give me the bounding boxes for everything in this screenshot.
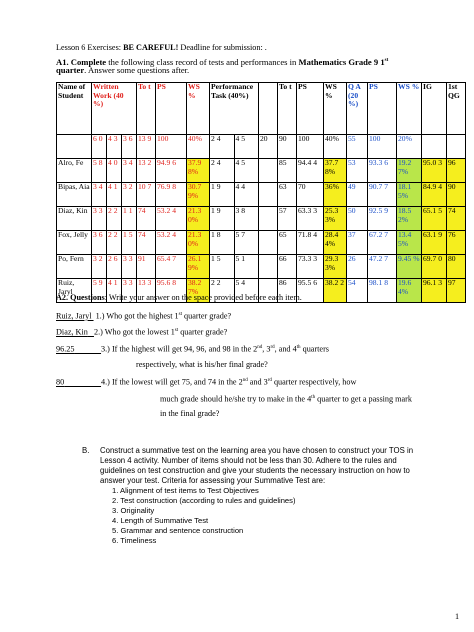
table-cell: 40% xyxy=(187,135,210,159)
table-cell: 40% xyxy=(324,135,347,159)
table-cell: 97 xyxy=(447,279,466,303)
table-cell: 3 6 xyxy=(122,135,137,159)
question-2: Diaz, Kin 2.) Who got the lowest 1st quarter grade? xyxy=(56,327,228,337)
table-cell: 20% xyxy=(397,135,422,159)
list-item: 2. Test construction (according to rules and guidelines) xyxy=(112,496,296,505)
student-name: Diaz, Kin xyxy=(57,207,92,231)
table-cell: 38.2 2 xyxy=(324,279,347,303)
student-name: Ruiz, Jaryl xyxy=(57,279,92,303)
table-cell: 57 xyxy=(278,207,297,231)
table-cell: 76.9 8 xyxy=(156,183,187,207)
table-cell: 9.45 % xyxy=(397,255,422,279)
table-cell: 5 4 xyxy=(234,279,259,303)
table-cell: 92.5 9 xyxy=(368,207,397,231)
table-cell: 3 4 xyxy=(122,159,137,183)
student-name: Alro, Fe xyxy=(57,159,92,183)
table-cell: 53 xyxy=(347,159,368,183)
table-cell: 4 0 xyxy=(107,159,122,183)
list-item: 1. Alignment of test items to Test Objectives xyxy=(112,486,259,495)
table-cell: 49 xyxy=(347,183,368,207)
table-cell: 19.6 4% xyxy=(397,279,422,303)
part-b-line2: Lesson 4 activity. Number of items should not be less than 30. Adhere to the rules and xyxy=(100,456,397,465)
header-name: Name of Student xyxy=(57,83,92,135)
part-b-letter: B. xyxy=(82,446,90,455)
table-cell: 4 1 xyxy=(107,183,122,207)
a2-heading: A2. Questions: Write your answer on the space provided before each item. xyxy=(56,293,302,302)
table-cell: 3 4 xyxy=(92,183,107,207)
table-cell: 65.1 5 xyxy=(422,207,447,231)
table-cell: 53.2 4 xyxy=(156,231,187,255)
table-cell: 70 xyxy=(297,183,324,207)
table-cell: 96 xyxy=(447,159,466,183)
header-ws-1: WS % xyxy=(187,83,210,135)
table-cell: 84.9 4 xyxy=(422,183,447,207)
table-cell xyxy=(422,135,447,159)
table-cell: 20 xyxy=(259,135,278,159)
table-cell: 2 4 xyxy=(210,135,235,159)
table-row xyxy=(57,183,466,207)
part-b-line4: answer your test. Criteria for assessing your Summative Test are: xyxy=(100,476,326,485)
table-hps-row xyxy=(57,135,466,159)
table-cell: 3 3 xyxy=(92,207,107,231)
header-ig: IG xyxy=(422,83,447,135)
table-cell: 5 8 xyxy=(92,159,107,183)
table-cell: 66 xyxy=(278,255,297,279)
a1-instruction-line2: quarter. Answer some questions after. xyxy=(56,65,190,75)
table-cell: 26 xyxy=(347,255,368,279)
table-cell xyxy=(259,183,278,207)
table-cell: 4 5 xyxy=(234,159,259,183)
hps-name-cell xyxy=(57,135,92,159)
table-cell: 25.3 3% xyxy=(324,207,347,231)
a1-instruction-line1: A1. Complete the following class record of tests and performances in Mathematics Grade 9 1st xyxy=(56,56,389,67)
table-cell: 50 xyxy=(347,207,368,231)
table-cell: 3 3 xyxy=(122,279,137,303)
table-cell: 74 xyxy=(137,231,156,255)
table-cell: 96.1 3 xyxy=(422,279,447,303)
table-cell: 5 9 xyxy=(92,279,107,303)
table-cell: 29.3 3% xyxy=(324,255,347,279)
student-name: Po, Fern xyxy=(57,255,92,279)
table-cell: 18.1 5% xyxy=(397,183,422,207)
table-cell: 13.4 5% xyxy=(397,231,422,255)
table-row xyxy=(57,207,466,231)
table-cell: 86 xyxy=(278,279,297,303)
header-performance-task: Performance Task (40%) xyxy=(210,83,259,135)
question-4-line2: much grade should he/she try to make in the 4th quarter to get a passing mark xyxy=(160,394,412,404)
table-cell: 63.3 3 xyxy=(297,207,324,231)
table-cell: 18.5 2% xyxy=(397,207,422,231)
header-blank-a xyxy=(259,83,278,135)
table-cell xyxy=(259,231,278,255)
table-cell: 21.3 0% xyxy=(187,207,210,231)
header-ps-1: PS xyxy=(156,83,187,135)
table-cell: 53.2 4 xyxy=(156,207,187,231)
table-cell: 1 9 xyxy=(210,183,235,207)
table-cell xyxy=(259,207,278,231)
table-cell: 5 1 xyxy=(234,255,259,279)
table-cell: 2 2 xyxy=(210,279,235,303)
page-number: 1 xyxy=(455,612,460,621)
table-cell: 19.2 7% xyxy=(397,159,422,183)
table-cell: 65 xyxy=(278,231,297,255)
table-cell: 95.5 6 xyxy=(297,279,324,303)
table-cell: 10 7 xyxy=(137,183,156,207)
table-cell: 13 2 xyxy=(137,159,156,183)
answer-4: 80 xyxy=(56,377,65,387)
table-cell: 95.0 3 xyxy=(422,159,447,183)
table-cell: 4 3 xyxy=(107,135,122,159)
table-cell: 37.9 8% xyxy=(187,159,210,183)
table-cell: 91 xyxy=(137,255,156,279)
lesson-title: Lesson 6 Exercises: BE CAREFUL! Deadline for submission: . xyxy=(56,43,267,52)
table-cell: 93.3 6 xyxy=(368,159,397,183)
list-item: 5. Grammar and sentence construction xyxy=(112,526,244,535)
table-cell: 73.3 3 xyxy=(297,255,324,279)
table-cell: 54 xyxy=(347,279,368,303)
table-cell: 30.7 9% xyxy=(187,183,210,207)
table-cell: 37 xyxy=(347,231,368,255)
header-ps-2: PS xyxy=(297,83,324,135)
header-qa: Q A (20 %) xyxy=(347,83,368,135)
table-cell xyxy=(259,159,278,183)
table-cell: 26.1 9% xyxy=(187,255,210,279)
header-qg: 1st QG xyxy=(447,83,466,135)
table-cell: 98.1 8 xyxy=(368,279,397,303)
table-cell: 37.7 8% xyxy=(324,159,347,183)
student-name: Fox, Jelly xyxy=(57,231,92,255)
table-cell: 36% xyxy=(324,183,347,207)
table-cell: 100 xyxy=(156,135,187,159)
table-cell: 2 4 xyxy=(210,159,235,183)
criteria-list xyxy=(112,486,295,546)
question-3: 96.25 3.) If the highest will get 94, 96, and 98 in the 2nd, 3rd, and 4th quarters xyxy=(56,344,329,354)
table-cell: 90 xyxy=(447,183,466,207)
table-cell: 95.6 8 xyxy=(156,279,187,303)
header-ws-3: WS % xyxy=(397,83,422,135)
header-written-work: Written Work (40 %) xyxy=(92,83,137,135)
table-cell: 71.8 4 xyxy=(297,231,324,255)
table-cell: 21.3 0% xyxy=(187,231,210,255)
table-cell: 5 7 xyxy=(234,231,259,255)
table-cell: 3 6 xyxy=(92,231,107,255)
part-b-line1: Construct a summative test on the learning area you have chosen to construct your TOS in xyxy=(100,446,414,455)
answer-3: 96.25 xyxy=(56,344,75,354)
table-cell: 3 3 xyxy=(122,255,137,279)
table-cell xyxy=(447,135,466,159)
table-cell: 1 1 xyxy=(122,207,137,231)
table-cell: 3 2 xyxy=(122,183,137,207)
table-cell: 90 xyxy=(278,135,297,159)
table-cell: 4 5 xyxy=(234,135,259,159)
list-item: 4. Length of Summative Test xyxy=(112,516,209,525)
table-cell: 1 5 xyxy=(210,255,235,279)
table-cell: 13 9 xyxy=(137,135,156,159)
header-total-2: To t xyxy=(278,83,297,135)
table-cell xyxy=(259,255,278,279)
table-cell: 76 xyxy=(447,231,466,255)
table-cell: 1 5 xyxy=(122,231,137,255)
table-cell: 3 8 xyxy=(234,207,259,231)
table-cell: 67.2 7 xyxy=(368,231,397,255)
table-cell: 65.4 7 xyxy=(156,255,187,279)
table-cell: 55 xyxy=(347,135,368,159)
table-cell: 4 1 xyxy=(107,279,122,303)
table-cell: 85 xyxy=(278,159,297,183)
table-cell: 38.2 7% xyxy=(187,279,210,303)
table-cell: 2 2 xyxy=(107,231,122,255)
table-cell: 47.2 7 xyxy=(368,255,397,279)
table-cell: 94.4 4 xyxy=(297,159,324,183)
table-cell: 2 2 xyxy=(107,207,122,231)
table-cell: 1 8 xyxy=(210,231,235,255)
table-cell: 94.9 6 xyxy=(156,159,187,183)
table-cell: 74 xyxy=(447,207,466,231)
table-cell: 28.4 4% xyxy=(324,231,347,255)
table-cell: 80 xyxy=(447,255,466,279)
table-cell: 63.1 9 xyxy=(422,231,447,255)
table-cell: 13 3 xyxy=(137,279,156,303)
question-4: 80 4.) If the lowest will get 75, and 74 in the 2nd and 3rd quarter respectively, how xyxy=(56,377,357,387)
question-3-line2: respectively, what is his/her final grade? xyxy=(136,360,268,369)
table-cell: 3 2 xyxy=(92,255,107,279)
table-header-row xyxy=(57,83,466,135)
header-ws-2: WS % xyxy=(324,83,347,135)
header-ps-3: PS xyxy=(368,83,397,135)
table-cell: 4 4 xyxy=(234,183,259,207)
list-item: 3. Originality xyxy=(112,506,155,515)
table-cell: 63 xyxy=(278,183,297,207)
table-cell: 90.7 7 xyxy=(368,183,397,207)
student-rows xyxy=(57,159,466,303)
header-total-1: To t xyxy=(137,83,156,135)
student-name: Bipas, Aia xyxy=(57,183,92,207)
part-b-line3: guidelines on test construction and give your students the necessary instruction on how to xyxy=(100,466,410,475)
question-4-line3: in the final grade? xyxy=(160,409,220,418)
table-cell: 74 xyxy=(137,207,156,231)
answer-1: Ruiz, Jaryl xyxy=(56,311,92,321)
table-cell: 69.7 0 xyxy=(422,255,447,279)
table-row xyxy=(57,159,466,183)
table-cell: 100 xyxy=(368,135,397,159)
table-cell: 100 xyxy=(297,135,324,159)
class-record-table xyxy=(56,82,466,303)
list-item: 6. Timeliness xyxy=(112,536,157,545)
table-cell: 1 9 xyxy=(210,207,235,231)
table-cell: 6 0 xyxy=(92,135,107,159)
table-row xyxy=(57,255,466,279)
table-cell: 2 6 xyxy=(107,255,122,279)
table-row xyxy=(57,231,466,255)
answer-2: Diaz, Kin xyxy=(56,327,88,337)
question-1: Ruiz, Jaryl 1.) Who got the highest 1st quarter grade? xyxy=(56,311,232,321)
